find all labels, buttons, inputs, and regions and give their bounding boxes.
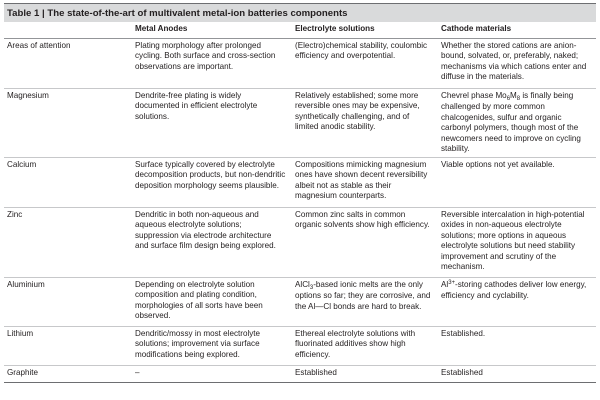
cell-electrolyte: Ethereal electrolyte solutions with fluorinated additives show high efficiency. — [289, 326, 435, 365]
header-cathode-materials: Cathode materials — [435, 22, 596, 38]
cell-cathode: Established — [435, 365, 596, 382]
cathode-text-part: -storing cathodes deliver low energy, efficiency and cyclability. — [441, 279, 587, 301]
cathode-text-part: Chevrel phase Mo — [441, 90, 507, 100]
superscript: 3+ — [448, 279, 456, 286]
cell-electrolyte: Compositions mimicking magnesium ones have shown decent reversibility albeit not as stable as their magnesium counterparts. — [289, 157, 435, 207]
row-label-magnesium: Magnesium — [4, 88, 127, 157]
caption-label: Table 1 | — [7, 8, 45, 19]
cathode-text-part: M — [510, 90, 517, 100]
cell-electrolyte: (Electro)chemical stability, coulombic efficiency and overpotential. — [289, 38, 435, 88]
subscript: 6 — [506, 95, 511, 102]
cell-electrolyte: Established — [289, 365, 435, 382]
row-label-areas-of-attention: Areas of attention — [4, 38, 127, 88]
cell-anodes: Dendritic/mossy in most electrolyte solutions; improvement via surface modifications being explored. — [127, 326, 289, 365]
cell-cathode: Established. — [435, 326, 596, 365]
table-row — [4, 326, 596, 365]
header-cell-blank — [4, 22, 127, 38]
row-label-graphite: Graphite — [4, 365, 127, 382]
row-label-zinc: Zinc — [4, 207, 127, 277]
table-row — [4, 207, 596, 277]
table-row — [4, 38, 596, 88]
cell-cathode: Whether the stored cations are anion-bound, solvated, or, preferably, naked; mechanisms via which cations enter and diffuse in the materials. — [435, 38, 596, 88]
row-label-calcium: Calcium — [4, 157, 127, 207]
components-table — [4, 22, 596, 383]
row-label-aluminium: Aluminium — [4, 277, 127, 326]
header-metal-anodes: Metal Anodes — [127, 22, 289, 38]
row-label-lithium: Lithium — [4, 326, 127, 365]
header-electrolyte-solutions: Electrolyte solutions — [289, 22, 435, 38]
electrolyte-text-part: AlCl — [295, 279, 310, 289]
table-row — [4, 277, 596, 326]
table-caption — [4, 3, 596, 22]
electrolyte-text-part: -based ionic melts are the only options so far; they are corrosive, and the Al—Cl bonds are hard to break. — [295, 279, 431, 311]
cell-anodes: Depending on electrolyte solution composition and plating condition, morphologies of all sorts have been observed. — [127, 277, 289, 326]
table-row — [4, 365, 596, 382]
table-container — [4, 3, 596, 383]
table-row — [4, 157, 596, 207]
cell-cathode: Viable options not yet available. — [435, 157, 596, 207]
cell-anodes: Dendritic in both non-aqueous and aqueous electrolyte solutions; suppression via electrode architecture and surface film design being explored. — [127, 207, 289, 277]
subscript: 8 — [516, 95, 521, 102]
cell-electrolyte — [289, 277, 435, 326]
cell-anodes: Plating morphology after prolonged cycling. Both surface and cross-section observations are important. — [127, 38, 289, 88]
cathode-text-part: Al — [441, 279, 449, 289]
cell-cathode — [435, 88, 596, 157]
header-row — [4, 22, 596, 38]
subscript: 3 — [309, 284, 314, 291]
cell-electrolyte: Common zinc salts in common organic solvents show high efficiency. — [289, 207, 435, 277]
cell-anodes: Surface typically covered by electrolyte decomposition products, but non-dendritic deposition morphology seems plausible. — [127, 157, 289, 207]
table-row — [4, 88, 596, 157]
cathode-text-part: is finally being challenged by more common chalcogenides, sulfur and organic carbonyl polymers, though most of the newcomers need to improve on cycling stability. — [441, 90, 581, 154]
cell-cathode — [435, 277, 596, 326]
cell-cathode: Reversible intercalation in high-potential oxides in non-aqueous electrolyte solutions; more options in aqueous electrolyte solutions but need stability improvement and scrutiny of the mechanism. — [435, 207, 596, 277]
cell-electrolyte: Relatively established; some more reversible ones may be expensive, synthetically challenging, and of limited anodic stability. — [289, 88, 435, 157]
cell-anodes: – — [127, 365, 289, 382]
cell-anodes: Dendrite-free plating is widely documented in efficient electrolyte solutions. — [127, 88, 289, 157]
caption-title: The state-of-the-art of multivalent metal-ion batteries components — [47, 8, 348, 19]
